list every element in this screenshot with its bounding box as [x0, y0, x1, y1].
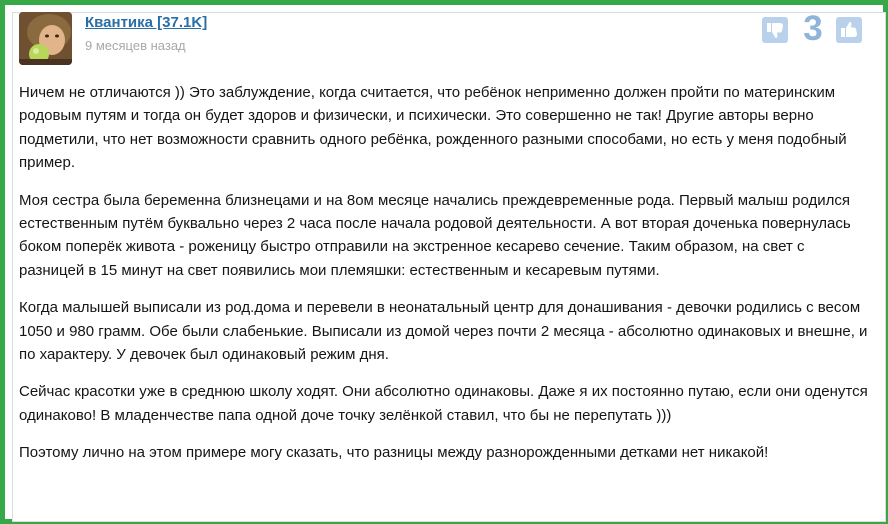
thumb-down-icon — [762, 17, 788, 43]
avatar[interactable] — [19, 12, 72, 65]
vote-count: 3 — [803, 9, 823, 48]
answer-paragraph: Моя сестра была беременна близнецами и на 8ом месяце начались преждевременные рода. Первый малыш родился естественным путём буквально через 2 часа после начала родовой деятельности. А вот вторая доченька повернулась боком поперёк живота - роженицу быстро отправили на экстренное кесарево сечение. Таким образом, на свет с разницей в 15 минут на свет появились мои племяшки: естественным и кесаревым путями. — [19, 191, 851, 279]
answer-paragraph: Когда малышей выписали из род.дома и перевели в неонатальный центр для донашивания - девочки родились с весом 1050 и 980 грамм. Обе были слабенькие. Выписали из домой через почти 2 месяца - абсолютно одинаковых и внешне, и по характеру. У девочек был одинаковый режим дня. — [19, 299, 868, 364]
answer-paragraph: Ничем не отличаются )) Это заблуждение, когда считается, что ребёнок неприменно должен пройти по материнским родовым путям и тогда он будет здоров и физически, и психически. Это совершенно не так! Другие авторы верно подметили, что нет возможности сравнить одного ребёнка, рожденного разными способами, но есть у меня подобный пример. — [19, 84, 847, 172]
answer-paragraph: Сейчас красотки уже в среднюю школу ходят. Они абсолютно одинаковы. Даже я их постоянно путаю, если они оденутся одинаково! В младенчестве папа одной доче точку зелёнкой ставил, что бы не перепутать ))) — [19, 383, 868, 424]
post-timestamp: 9 месяцев назад — [85, 38, 186, 53]
vote-down-button[interactable] — [762, 17, 788, 43]
thumb-up-icon — [836, 17, 862, 43]
author-username-link[interactable]: Квантика [37.1K] — [85, 14, 208, 31]
answer-text — [19, 81, 869, 479]
vote-up-button[interactable] — [836, 17, 862, 43]
avatar-photo — [19, 12, 72, 65]
answer-paragraph: Поэтому лично на этом примере могу сказать, что разницы между разнорожденными детками нет никакой! — [19, 444, 769, 462]
